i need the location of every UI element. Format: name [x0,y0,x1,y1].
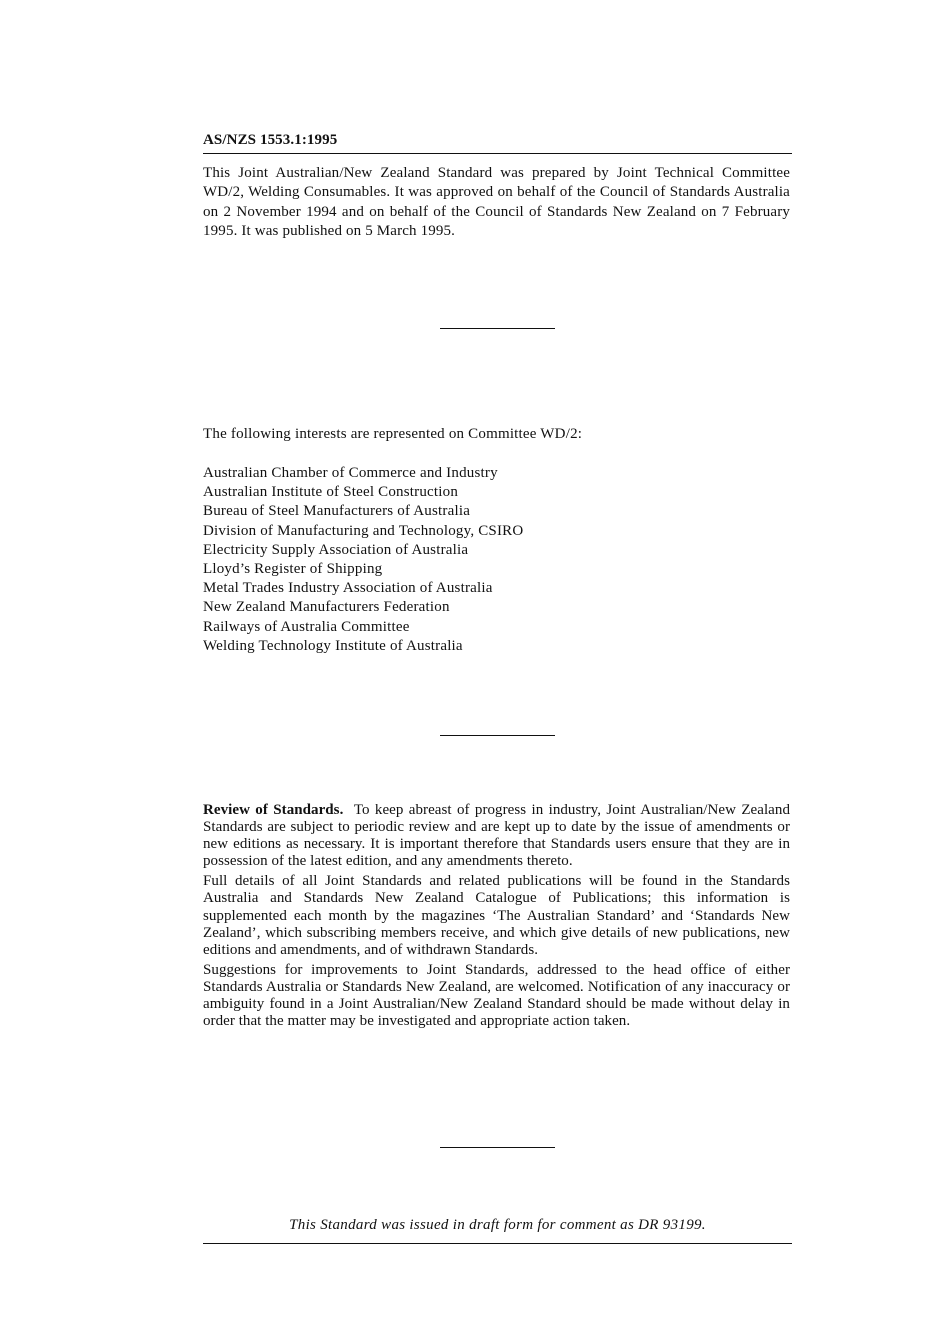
section-divider [440,1147,555,1148]
list-item: Electricity Supply Association of Australia [203,541,469,558]
review-paragraph [203,802,790,870]
list-item: New Zealand Manufacturers Federation [203,599,450,616]
review-paragraph-text: To keep abreast of progress in industry, Joint Australian/New Zealand Standards are subject to periodic review and are kept up to date by the issue of amendments or new editions as necessary. It is important therefore that Standards users ensure that they are in possession of the latest edition, and any amendments thereto. [203,802,790,870]
list-item: Railways of Australia Committee [203,618,410,635]
preparation-statement: This Joint Australian/New Zealand Standard was prepared by Joint Technical Committee WD/2, Welding Consumables. It was approved on behalf of the Council of Standards Australia on 2 November 1994 and on behalf of the Council of Standards New Zealand on 7 February 1995. It was published on 5 March 1995. [203,165,790,239]
header-rule [203,153,792,154]
standard-designation: AS/NZS 1553.1:1995 [203,132,338,148]
review-paragraph: Suggestions for improvements to Joint Standards, addressed to the head office of either Standards Australia or Standards New Zealand, are welcomed. Notification of any inaccuracy or ambiguity found in a Joint Australian/New Zealand Standard should be made without delay in order that the matter may be investigated and appropriate action taken. [203,961,790,1030]
list-item: Lloyd’s Register of Shipping [203,561,383,578]
list-item: Metal Trades Industry Association of Australia [203,580,493,597]
review-heading: Review of Standards. [203,802,344,818]
list-item: Bureau of Steel Manufacturers of Australia [203,503,471,520]
section-divider [440,735,555,736]
list-item: Australian Chamber of Commerce and Industry [203,465,498,481]
interests-intro: The following interests are represented on Committee WD/2: [203,426,583,442]
section-divider [440,328,555,329]
interests-list [203,464,523,656]
review-of-standards [203,802,790,1033]
review-paragraph: Full details of all Joint Standards and related publications will be found in the Standards Australia and Standards New Zealand Catalogue of Publications; this information is supplemented each month by the magazines ‘The Australian Standard’ and ‘Standards New Zealand’, which subscribing members receive, and which give details of new publications, new editions and amendments, and of withdrawn Standards. [203,873,790,958]
list-item: Australian Institute of Steel Construction [203,484,459,501]
document-page [203,0,792,1343]
list-item: Division of Manufacturing and Technology, CSIRO [203,522,524,539]
list-item: Welding Technology Institute of Australia [203,637,463,654]
draft-note: This Standard was issued in draft form for comment as DR 93199. [289,1217,706,1233]
footer-rule [203,1243,792,1244]
